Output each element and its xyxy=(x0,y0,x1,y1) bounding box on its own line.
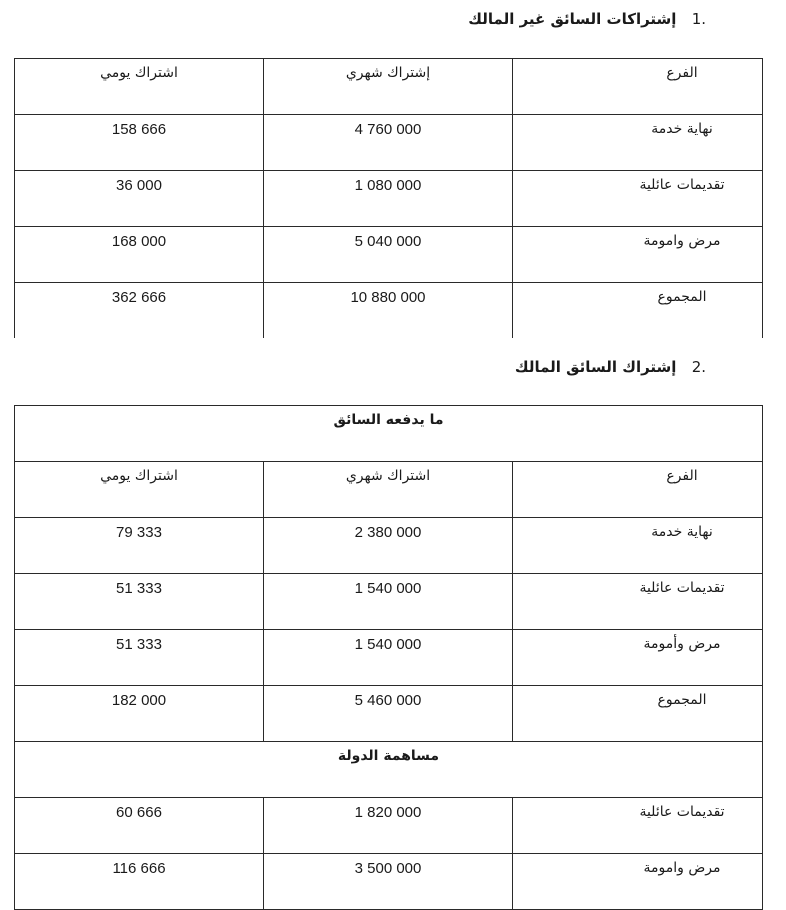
table-row xyxy=(15,630,763,686)
table-row xyxy=(15,854,763,910)
branch-cell: نهاية خدمة xyxy=(513,115,763,171)
state-contribution-row xyxy=(15,742,763,798)
branch-cell: نهاية خدمة xyxy=(513,518,763,574)
branch-cell: تقديمات عائلية xyxy=(513,798,763,854)
daily-cell: 168 000 xyxy=(15,227,264,283)
state-contribution-label: مساهمة الدولة xyxy=(15,742,763,798)
driver-pays-row xyxy=(15,406,763,462)
header-branch: الفرع xyxy=(513,59,763,115)
table-row xyxy=(15,798,763,854)
daily-cell: 116 666 xyxy=(15,854,264,910)
table-row xyxy=(15,115,763,171)
table-header-row xyxy=(15,59,763,115)
monthly-cell: 1 820 000 xyxy=(264,798,513,854)
section-2-title: إشتراك السائق المالك xyxy=(514,358,677,376)
table-row xyxy=(15,518,763,574)
section-1-heading xyxy=(468,10,706,28)
daily-cell: 36 000 xyxy=(15,171,264,227)
monthly-cell: 10 880 000 xyxy=(264,283,513,339)
branch-cell: مرض وامومة xyxy=(513,227,763,283)
header-monthly: اشتراك شهري xyxy=(264,462,513,518)
branch-cell: المجموع xyxy=(513,686,763,742)
daily-cell: 79 333 xyxy=(15,518,264,574)
monthly-cell: 5 460 000 xyxy=(264,686,513,742)
monthly-cell: 1 540 000 xyxy=(264,574,513,630)
branch-cell: مرض وأمومة xyxy=(513,630,763,686)
non-owner-driver-table xyxy=(14,58,763,338)
section-2-heading xyxy=(515,358,706,376)
monthly-cell: 2 380 000 xyxy=(264,518,513,574)
daily-cell: 60 666 xyxy=(15,798,264,854)
daily-cell: 182 000 xyxy=(15,686,264,742)
monthly-cell: 4 760 000 xyxy=(264,115,513,171)
monthly-cell: 5 040 000 xyxy=(264,227,513,283)
section-2-number: 2. xyxy=(691,358,706,376)
table-header-row xyxy=(15,462,763,518)
daily-cell: 362 666 xyxy=(15,283,264,339)
branch-cell: مرض وامومة xyxy=(513,854,763,910)
branch-cell: تقديمات عائلية xyxy=(513,171,763,227)
header-daily: اشتراك يومي xyxy=(15,462,264,518)
monthly-cell: 3 500 000 xyxy=(264,854,513,910)
table-row xyxy=(15,574,763,630)
table-row xyxy=(15,171,763,227)
daily-cell: 51 333 xyxy=(15,630,264,686)
header-branch: الفرع xyxy=(513,462,763,518)
section-1-title: إشتراكات السائق غير المالك xyxy=(468,10,677,28)
driver-pays-label: ما يدفعه السائق xyxy=(15,406,763,462)
table-row xyxy=(15,227,763,283)
table-total-row xyxy=(15,283,763,339)
monthly-cell: 1 540 000 xyxy=(264,630,513,686)
section-1-number: 1. xyxy=(691,10,706,28)
branch-cell: المجموع xyxy=(513,283,763,339)
daily-cell: 158 666 xyxy=(15,115,264,171)
header-monthly: إشتراك شهري xyxy=(264,59,513,115)
monthly-cell: 1 080 000 xyxy=(264,171,513,227)
table-total-row xyxy=(15,686,763,742)
owner-driver-table xyxy=(14,405,763,910)
header-daily: اشتراك يومي xyxy=(15,59,264,115)
branch-cell: تقديمات عائلية xyxy=(513,574,763,630)
daily-cell: 51 333 xyxy=(15,574,264,630)
